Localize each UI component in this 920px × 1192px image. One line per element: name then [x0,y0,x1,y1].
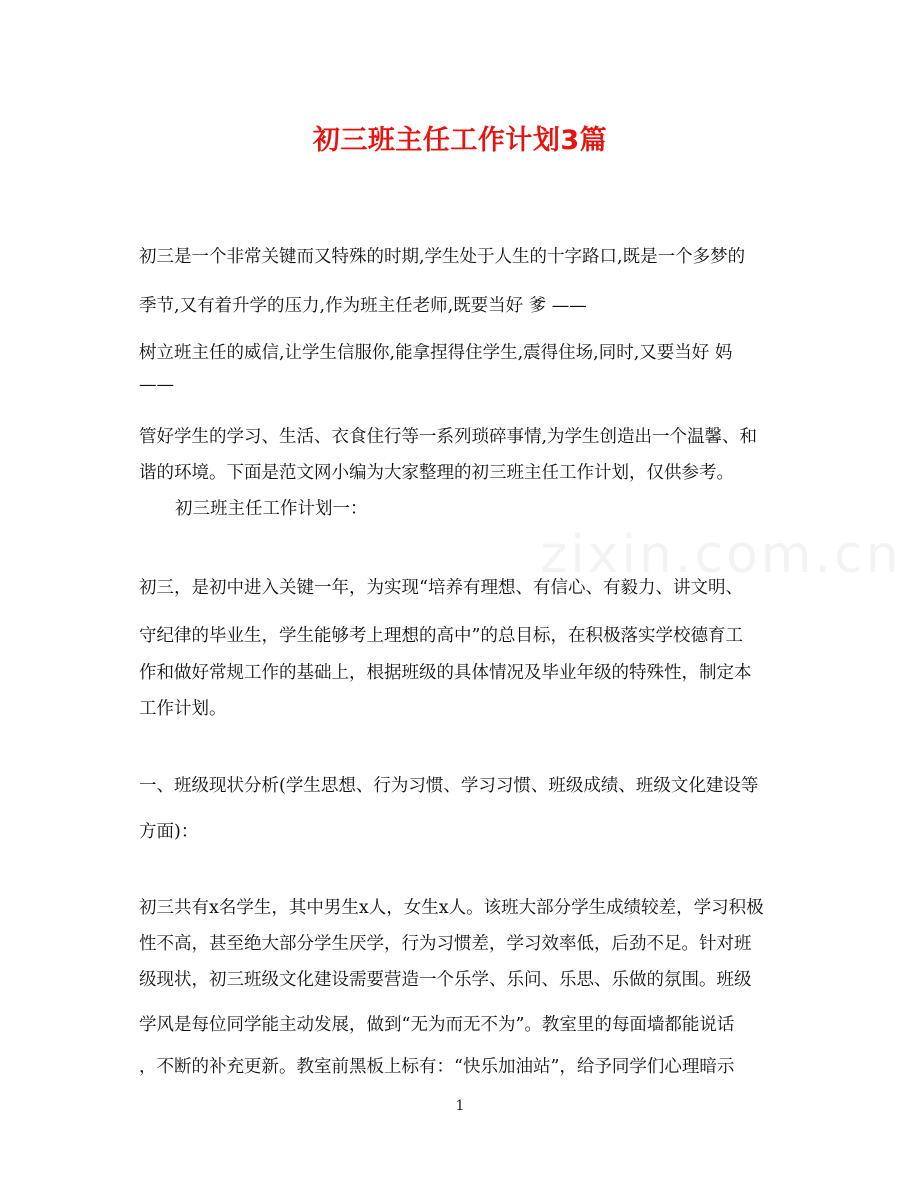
paragraph-line: 管好学生的学习、生活、衣食住行等一系列琐碎事情,为学生创造出一个温馨、和 [139,427,758,447]
paragraph-line: 初三是一个非常关键而又特殊的时期,学生处于人生的十字路口,既是一个多梦的 [139,247,746,267]
page-number: 1 [455,1098,465,1114]
paragraph-line: 工作计划。 [139,699,227,719]
section-heading: 一、班级现状分析(学生思想、行为习惯、学习习惯、班级成绩、班级文化建设等 [139,776,759,796]
section-heading: 初三班主任工作计划一： [175,499,368,519]
paragraph-line: 级现状，初三班级文化建设需要营造一个乐学、乐问、乐思、乐做的氛围。班级 [139,970,752,990]
paragraph-line: 初三共有x名学生，其中男生x人，女生x人。该班大部分学生成绩较差，学习积极 [139,898,764,918]
paragraph-line: —— [139,375,174,395]
paragraph-line: ，不断的补充更新。教室前黑板上标有：“快乐加油站”，给予同学们心理暗示 [139,1057,735,1077]
paragraph-line: 季节,又有着升学的压力,作为班主任老师,既要当好 爹 —— [139,296,587,316]
paragraph-line: 性不高，甚至绝大部分学生厌学，行为习惯差，学习效率低，后劲不足。针对班 [139,934,752,954]
paragraph-line: 作和做好常规工作的基础上，根据班级的具体情况及毕业年级的特殊性，制定本 [139,663,752,683]
paragraph-line: 守纪律的毕业生，学生能够考上理想的高中”的总目标，在积极落实学校德育工 [139,626,743,646]
paragraph-line: 树立班主任的威信,让学生信服你,能拿捏得住学生,震得住场,同时,又要当好 妈 [139,343,733,363]
document-title: 初三班主任工作计划3篇 [312,125,608,156]
paragraph-line: 学风是每位同学能主动发展，做到“无为而无不为”。教室里的每面墙都能说话 [139,1015,735,1035]
section-heading: 方面)： [139,822,199,842]
paragraph-line: 初三，是初中进入关键一年，为实现“培养有理想、有信心、有毅力、讲文明、 [139,578,743,598]
paragraph-line: 谐的环境。下面是范文网小编为大家整理的初三班主任工作计划，仅供参考。 [139,463,734,483]
